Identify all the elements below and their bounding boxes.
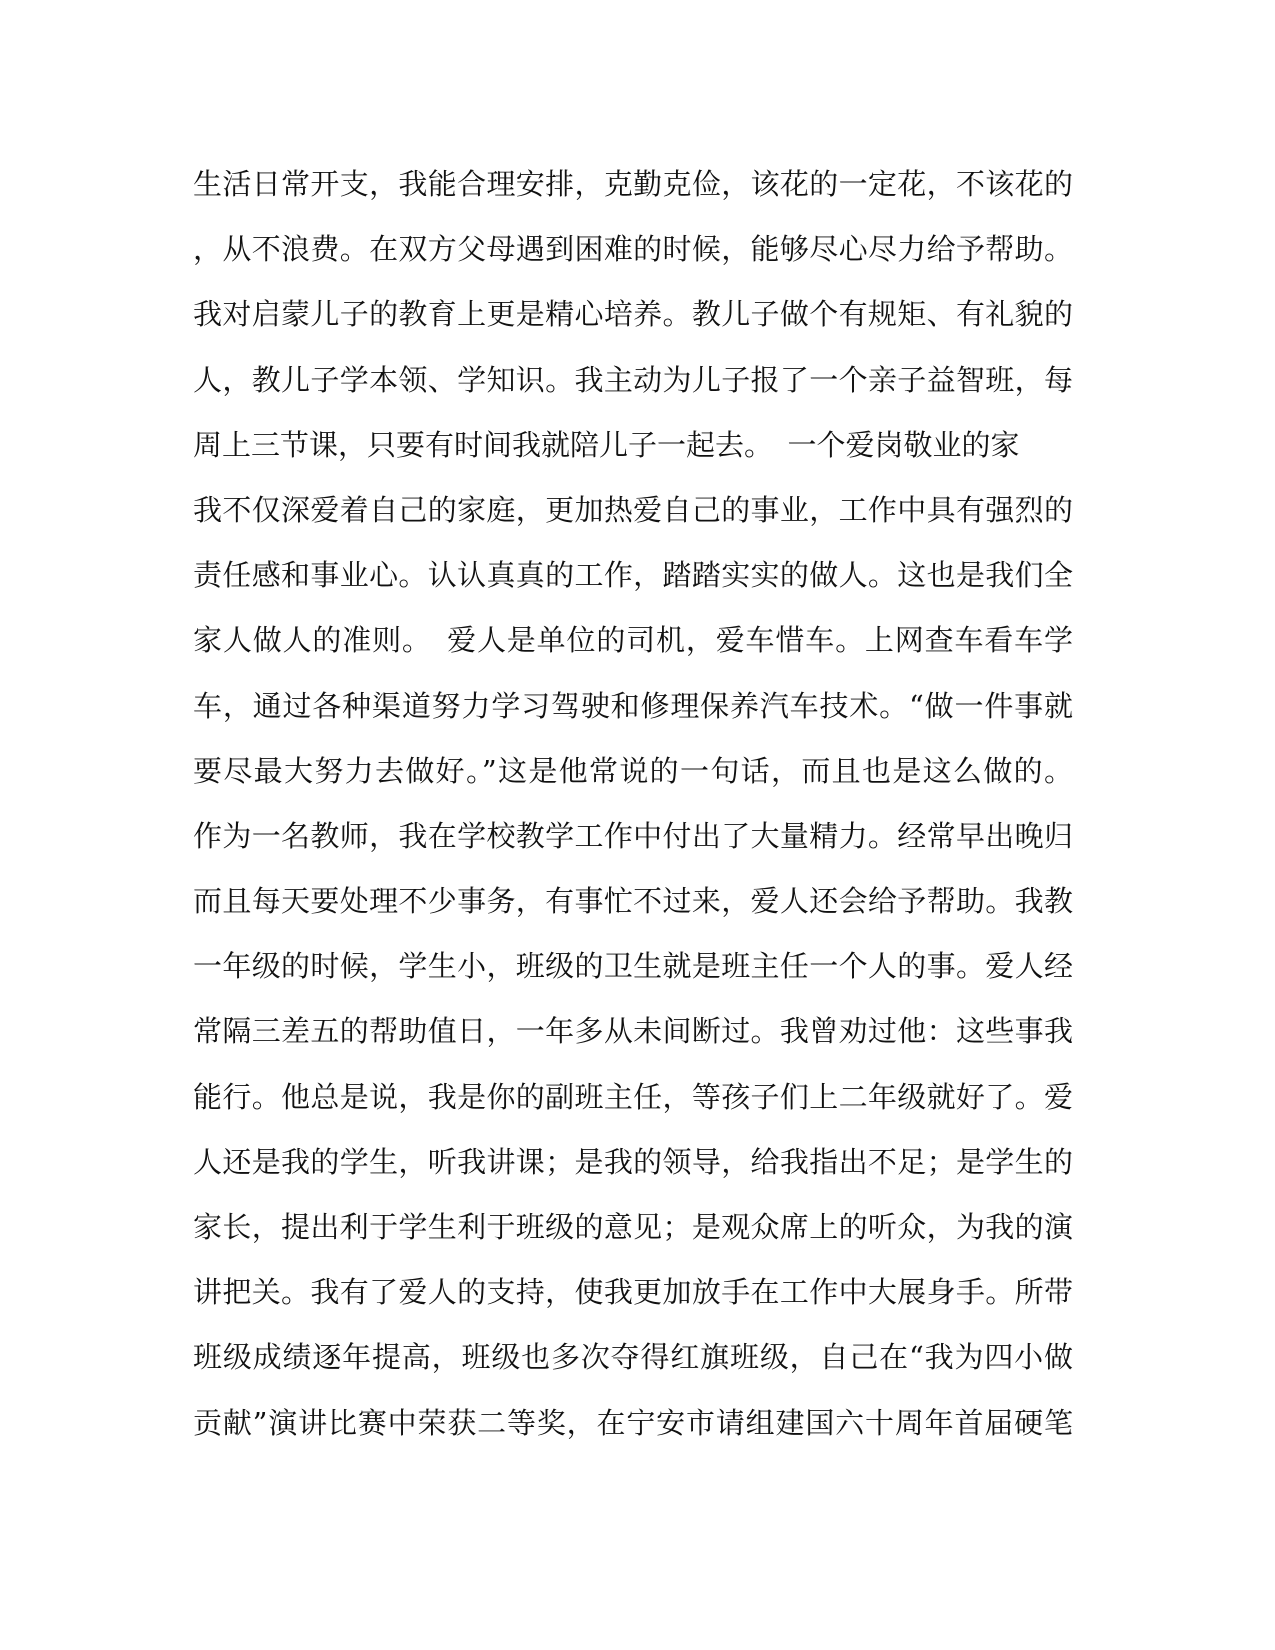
- text-line: 班级成绩逐年提高，班级也多次夺得红旗班级，自己在“我为四小做: [193, 1340, 1073, 1375]
- body-text: [193, 164, 1073, 1468]
- text-line: 责任感和事业心。认认真真的工作，踏踏实实的做人。这也是我们全: [193, 558, 1073, 593]
- text-line: 一年级的时候，学生小，班级的卫生就是班主任一个人的事。爱人经: [193, 949, 1073, 984]
- text-line: 要尽最大努力去做好。”这是他常说的一句话，而且也是这么做的。: [193, 753, 1073, 788]
- text-line: 讲把关。我有了爱人的支持，使我更加放手在工作中大展身手。所带: [193, 1275, 1073, 1310]
- text-line: 家长，提出利于学生利于班级的意见；是观众席上的听众，为我的演: [193, 1210, 1073, 1244]
- text-line: 我对启蒙儿子的教育上更是精心培养。教儿子做个有规矩、有礼貌的: [193, 297, 1073, 332]
- text-line: 能行。他总是说，我是你的副班主任，等孩子们上二年级就好了。爱: [193, 1079, 1073, 1114]
- text-line: 生活日常开支，我能合理安排，克勤克俭，该花的一定花，不该花的: [193, 167, 1073, 201]
- text-line: 作为一名教师，我在学校教学工作中付出了大量精力。经常早出晚归: [193, 818, 1073, 853]
- text-line: 人，教儿子学本领、学知识。我主动为儿子报了一个亲子益智班，每: [193, 362, 1073, 397]
- text-line: 而且每天要处理不少事务，有事忙不过来，爱人还会给予帮助。我教: [193, 884, 1073, 919]
- text-line: ，从不浪费。在双方父母遇到困难的时候，能够尽心尽力给予帮助。: [193, 232, 1073, 267]
- text-line: 人还是我的学生，听我讲课；是我的领导，给我指出不足；是学生的: [193, 1144, 1073, 1179]
- text-line: 周上三节课，只要有时间我就陪儿子一起去。 一个爱岗敬业的家: [193, 427, 1020, 462]
- text-line: 家人做人的准则。 爱人是单位的司机，爱车惜车。上网查车看车学: [193, 623, 1073, 658]
- text-line: 贡献”演讲比赛中荣获二等奖，在宁安市请组建国六十周年首届硬笔: [193, 1405, 1073, 1440]
- text-line: 常隔三差五的帮助值日，一年多从未间断过。我曾劝过他：这些事我: [193, 1014, 1073, 1049]
- text-line: 车，通过各种渠道努力学习驾驶和修理保养汽车技术。“做一件事就: [193, 688, 1073, 723]
- text-line: 我不仅深爱着自己的家庭，更加热爱自己的事业，工作中具有强烈的: [193, 492, 1073, 527]
